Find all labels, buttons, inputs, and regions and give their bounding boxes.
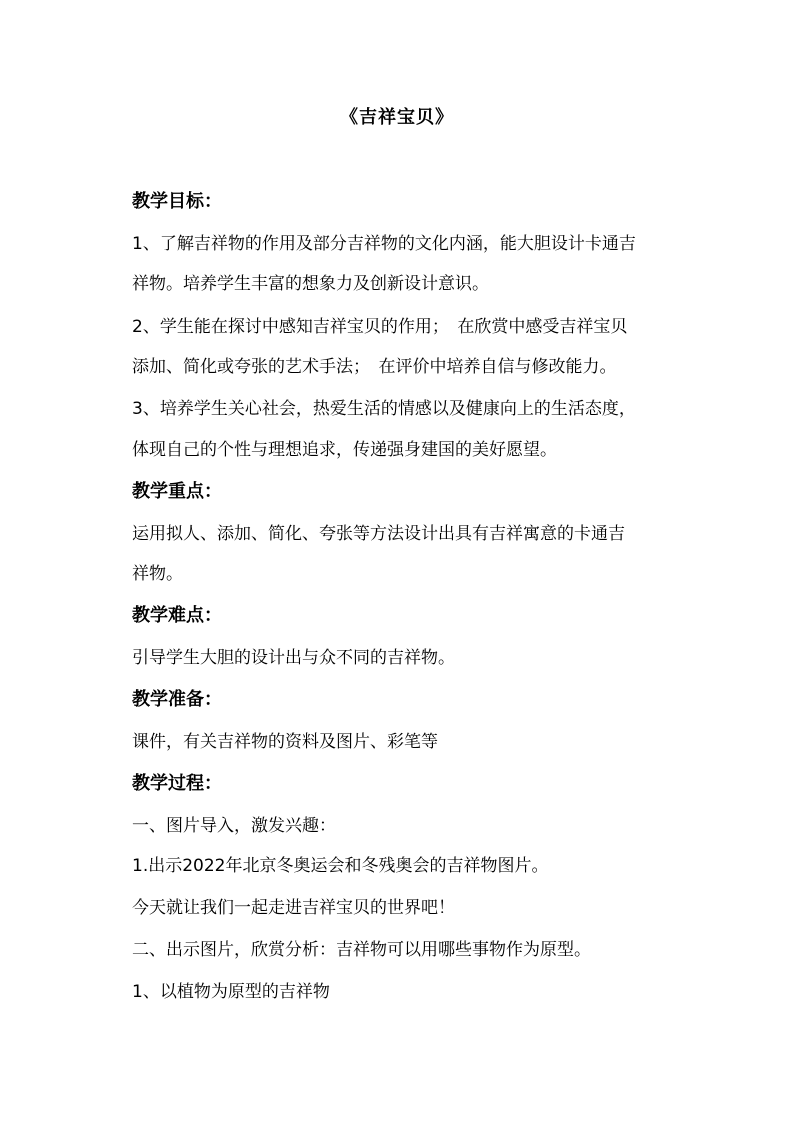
paragraph-line: 2、学生能在探讨中感知吉祥宝贝的作用； 在欣赏中感受吉祥宝贝 <box>132 317 628 337</box>
paragraph-line: 运用拟人、添加、简化、夸张等方法设计出具有吉祥寓意的卡通吉 <box>132 524 625 544</box>
paragraph-line: 1.出示2022年北京冬奥运会和冬残奥会的吉祥物图片。 <box>132 856 549 876</box>
paragraph-line: 祥物。 <box>132 564 183 584</box>
paragraph-line: 体现自己的个性与理想追求，传递强身建国的美好愿望。 <box>132 440 557 460</box>
heading-teaching-goals: 教学目标： <box>132 191 222 212</box>
paragraph-line: 添加、简化或夸张的艺术手法； 在评价中培养自信与修改能力。 <box>132 357 617 377</box>
heading-difficulties: 教学难点： <box>132 605 222 626</box>
paragraph-line: 二、出示图片，欣赏分析：吉祥物可以用哪些事物作为原型。 <box>132 940 591 960</box>
paragraph-line: 引导学生大胆的设计出与众不同的吉祥物。 <box>132 648 455 668</box>
paragraph-line: 一、图片导入，激发兴趣： <box>132 816 336 836</box>
paragraph-line: 今天就让我们一起走进吉祥宝贝的世界吧！ <box>132 898 455 918</box>
paragraph-line: 1、了解吉祥物的作用及部分吉祥物的文化内涵，能大胆设计卡通吉 <box>132 234 636 254</box>
document-title: 《吉祥宝贝》 <box>340 107 454 128</box>
paragraph-line: 3、培养学生关心社会，热爱生活的情感以及健康向上的生活态度， <box>132 399 636 419</box>
paragraph-line: 1、以植物为原型的吉祥物 <box>132 982 330 1002</box>
heading-process: 教学过程： <box>132 773 222 794</box>
heading-key-points: 教学重点： <box>132 481 222 502</box>
heading-preparation: 教学准备： <box>132 689 222 710</box>
paragraph-line: 祥物。培养学生丰富的想象力及创新设计意识。 <box>132 274 489 294</box>
paragraph-line: 课件，有关吉祥物的资料及图片、彩笔等 <box>132 732 438 752</box>
